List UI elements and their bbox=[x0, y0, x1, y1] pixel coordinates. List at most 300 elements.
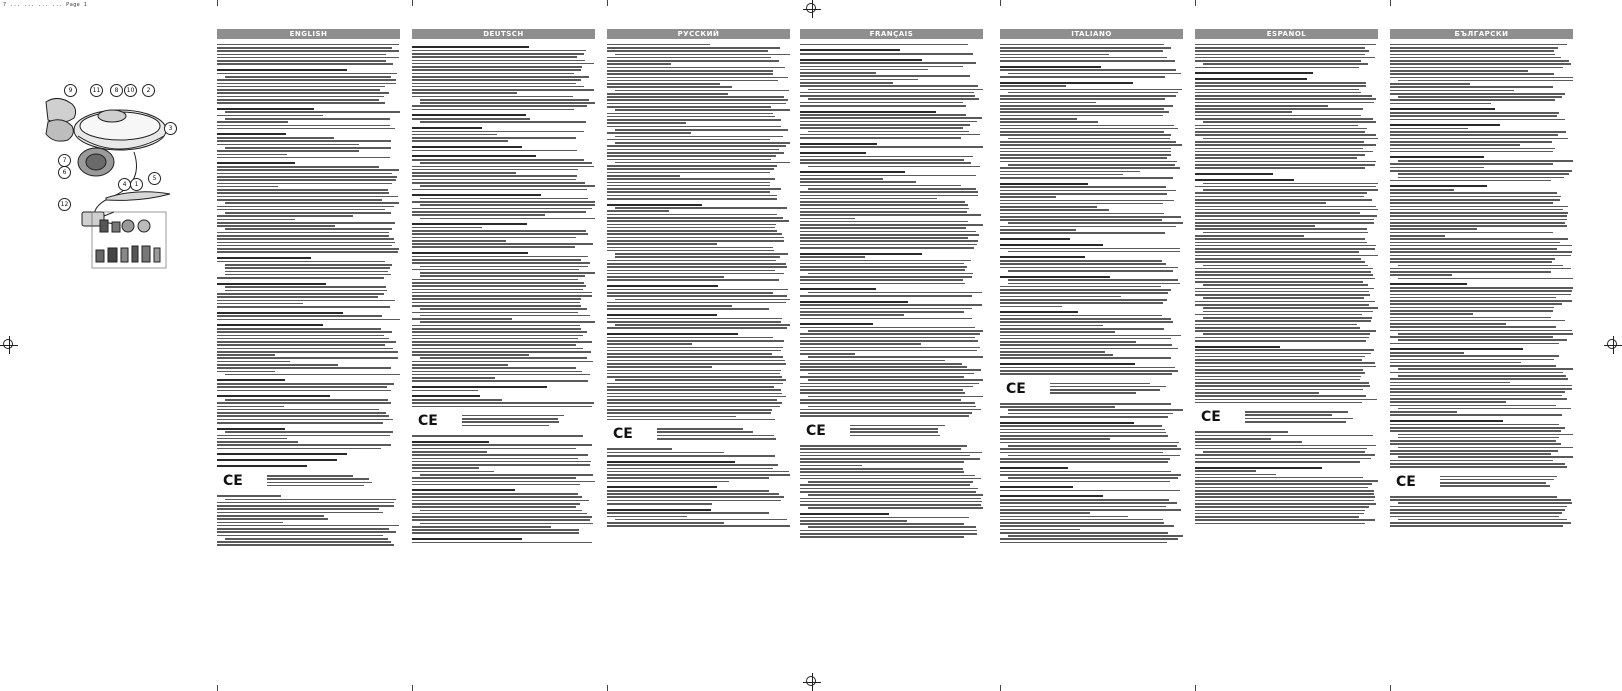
text-line bbox=[607, 402, 782, 404]
text-line bbox=[1203, 297, 1364, 299]
text-line bbox=[607, 250, 774, 252]
text-line bbox=[217, 125, 390, 127]
text-line bbox=[1390, 463, 1565, 465]
text-line bbox=[217, 245, 392, 247]
text-line bbox=[607, 522, 724, 524]
text-line bbox=[1245, 414, 1332, 416]
text-line bbox=[800, 152, 866, 154]
text-line bbox=[1390, 73, 1554, 75]
text-line bbox=[1195, 105, 1328, 107]
text-line bbox=[800, 311, 964, 313]
text-line bbox=[217, 235, 389, 237]
text-line bbox=[615, 54, 790, 56]
language-header-bulgarian: БЪЛГАРСКИ bbox=[1390, 29, 1573, 39]
text-line bbox=[1000, 238, 1070, 240]
column-italiano bbox=[1000, 29, 1183, 669]
text-line bbox=[217, 73, 397, 75]
text-line bbox=[1000, 263, 1166, 265]
text-line bbox=[1000, 474, 1181, 476]
crop-tick bbox=[217, 0, 218, 6]
text-line bbox=[1195, 523, 1365, 525]
text-line bbox=[412, 194, 541, 196]
text-line bbox=[412, 134, 497, 136]
text-line bbox=[1195, 144, 1376, 146]
text-line bbox=[800, 185, 961, 187]
text-line bbox=[808, 89, 983, 91]
text-line bbox=[217, 57, 399, 59]
text-line bbox=[800, 343, 921, 345]
text-line bbox=[412, 285, 586, 287]
text-line bbox=[1398, 333, 1573, 335]
text-line bbox=[217, 331, 392, 333]
text-line bbox=[800, 181, 916, 183]
text-line bbox=[800, 134, 980, 136]
text-line bbox=[412, 166, 594, 168]
text-line bbox=[607, 343, 692, 345]
text-line bbox=[800, 363, 962, 365]
text-line bbox=[1195, 503, 1376, 505]
text-line bbox=[217, 154, 287, 156]
text-line bbox=[1203, 451, 1365, 453]
text-line bbox=[217, 176, 397, 178]
text-line bbox=[607, 139, 770, 141]
text-line bbox=[800, 314, 904, 316]
text-line bbox=[607, 273, 784, 275]
text-line bbox=[412, 361, 593, 363]
text-line bbox=[412, 526, 551, 528]
text-line bbox=[412, 395, 480, 397]
text-line bbox=[217, 415, 389, 417]
text-line bbox=[800, 211, 967, 213]
text-line bbox=[420, 218, 595, 220]
text-line bbox=[1000, 442, 1179, 444]
text-line bbox=[1195, 85, 1366, 87]
text-line bbox=[1245, 411, 1348, 413]
text-line bbox=[217, 296, 378, 298]
text-line bbox=[607, 350, 781, 352]
text-line bbox=[1390, 215, 1567, 217]
text-line bbox=[1000, 519, 1163, 521]
text-line bbox=[800, 263, 964, 265]
callout-12: 12 bbox=[58, 198, 71, 211]
text-line bbox=[1390, 60, 1569, 62]
text-line bbox=[1195, 304, 1369, 306]
text-line bbox=[800, 127, 963, 129]
text-line bbox=[1195, 118, 1373, 120]
text-line bbox=[225, 228, 392, 230]
text-line bbox=[1390, 57, 1561, 59]
text-line bbox=[217, 150, 359, 152]
column-english bbox=[217, 29, 400, 669]
callout-6: 6 bbox=[58, 166, 71, 179]
text-line bbox=[217, 79, 396, 81]
text-line bbox=[1000, 335, 1181, 337]
text-line bbox=[217, 528, 389, 530]
text-line bbox=[1390, 225, 1567, 227]
text-line bbox=[1390, 271, 1551, 273]
text-line bbox=[217, 438, 287, 440]
text-line bbox=[607, 80, 778, 82]
text-line bbox=[800, 530, 977, 532]
text-line bbox=[800, 156, 973, 158]
text-line bbox=[412, 496, 582, 498]
text-line bbox=[1195, 281, 1363, 283]
text-line bbox=[1195, 359, 1362, 361]
text-line bbox=[800, 276, 972, 278]
text-line bbox=[412, 46, 529, 48]
callout-5: 5 bbox=[148, 172, 161, 185]
text-line bbox=[225, 202, 399, 204]
text-line bbox=[1000, 351, 1105, 353]
text-line bbox=[607, 67, 785, 69]
text-line bbox=[1000, 435, 1168, 437]
crop-tick bbox=[1195, 685, 1196, 691]
text-line bbox=[800, 208, 969, 210]
text-line bbox=[1000, 256, 1085, 258]
text-line bbox=[217, 60, 386, 62]
text-line bbox=[1390, 294, 1571, 296]
text-line bbox=[1390, 199, 1560, 201]
text-line bbox=[1195, 235, 1304, 237]
text-line bbox=[1195, 186, 1376, 188]
text-line bbox=[607, 44, 710, 46]
text-line bbox=[1390, 206, 1568, 208]
text-line bbox=[1390, 336, 1553, 338]
text-line bbox=[412, 493, 578, 495]
text-line bbox=[800, 102, 963, 104]
text-line bbox=[462, 415, 564, 417]
text-line bbox=[607, 318, 782, 320]
text-line bbox=[412, 348, 583, 350]
text-line bbox=[412, 279, 578, 281]
text-line bbox=[1000, 367, 1175, 369]
text-line bbox=[217, 50, 399, 52]
text-line bbox=[217, 419, 393, 421]
text-line bbox=[1390, 103, 1491, 105]
text-line bbox=[607, 452, 724, 454]
text-line bbox=[412, 53, 584, 55]
text-line bbox=[420, 474, 593, 476]
text-line bbox=[1000, 76, 1165, 78]
text-line bbox=[267, 475, 353, 477]
text-line bbox=[800, 415, 969, 417]
text-line bbox=[1000, 495, 1103, 497]
text-line bbox=[217, 133, 286, 135]
text-line bbox=[800, 59, 922, 61]
text-line bbox=[217, 338, 389, 340]
text-line bbox=[850, 428, 938, 430]
text-line bbox=[808, 292, 982, 294]
text-line bbox=[225, 374, 400, 376]
callout-8: 8 bbox=[110, 84, 123, 97]
text-line bbox=[412, 344, 576, 346]
text-line bbox=[1195, 438, 1271, 440]
text-line bbox=[412, 118, 530, 120]
text-line bbox=[1203, 183, 1378, 185]
text-line bbox=[800, 143, 877, 145]
text-line bbox=[1195, 389, 1363, 391]
text-line bbox=[1195, 454, 1375, 456]
text-line bbox=[800, 461, 964, 463]
text-line bbox=[412, 367, 576, 369]
text-line bbox=[800, 85, 978, 87]
text-line bbox=[1000, 338, 1171, 340]
text-line bbox=[420, 162, 592, 164]
text-line bbox=[420, 321, 595, 323]
text-line bbox=[412, 60, 585, 62]
text-line bbox=[412, 464, 590, 466]
text-line bbox=[1008, 251, 1180, 253]
text-line bbox=[1000, 203, 1163, 205]
text-line bbox=[1000, 289, 1171, 291]
text-line bbox=[607, 165, 777, 167]
text-line bbox=[607, 93, 728, 95]
text-line bbox=[1000, 403, 1171, 405]
text-line bbox=[412, 233, 588, 235]
text-line bbox=[800, 72, 876, 74]
text-line bbox=[800, 227, 966, 229]
text-line bbox=[1000, 151, 1171, 153]
text-line bbox=[1390, 192, 1557, 194]
ce-mark: CE bbox=[613, 426, 633, 443]
text-line bbox=[800, 53, 973, 55]
text-line bbox=[1390, 86, 1553, 88]
text-line bbox=[217, 315, 382, 317]
text-line bbox=[1000, 467, 1068, 469]
text-line bbox=[1390, 144, 1520, 146]
text-line bbox=[1390, 151, 1553, 153]
text-line bbox=[1390, 196, 1561, 198]
text-line bbox=[412, 240, 506, 242]
text-line bbox=[1390, 440, 1556, 442]
text-line bbox=[1195, 242, 1367, 244]
text-line bbox=[1000, 354, 1113, 356]
text-line bbox=[808, 396, 983, 398]
text-line bbox=[607, 155, 776, 157]
crop-tick bbox=[1000, 0, 1001, 6]
text-line bbox=[1000, 226, 1176, 228]
text-line bbox=[412, 448, 576, 450]
text-line bbox=[800, 244, 977, 246]
text-line bbox=[1000, 286, 1161, 288]
text-line bbox=[412, 289, 583, 291]
text-line bbox=[1000, 105, 1173, 107]
text-line bbox=[412, 538, 522, 540]
registration-mark-top bbox=[803, 0, 821, 18]
text-line bbox=[1203, 307, 1378, 309]
text-line bbox=[1000, 538, 1178, 540]
text-line bbox=[1390, 170, 1572, 172]
text-line bbox=[217, 515, 324, 517]
text-line bbox=[217, 300, 395, 302]
text-line bbox=[607, 448, 672, 450]
text-line bbox=[217, 225, 335, 227]
text-line bbox=[1203, 284, 1368, 286]
text-line bbox=[217, 69, 347, 71]
column-russian bbox=[607, 29, 790, 669]
text-line bbox=[607, 356, 783, 358]
text-line bbox=[420, 308, 587, 310]
text-line bbox=[800, 191, 978, 193]
text-line bbox=[800, 175, 976, 177]
column-francais bbox=[800, 29, 983, 669]
text-line bbox=[607, 159, 771, 161]
text-line bbox=[800, 269, 965, 271]
text-line bbox=[1195, 320, 1371, 322]
text-line bbox=[1390, 128, 1468, 130]
text-line bbox=[800, 471, 964, 473]
text-line bbox=[412, 471, 494, 473]
registration-mark-bottom bbox=[803, 673, 821, 691]
text-line bbox=[1000, 542, 1167, 544]
text-line bbox=[1000, 95, 1176, 97]
text-line bbox=[412, 208, 592, 210]
text-line bbox=[607, 195, 777, 197]
text-line bbox=[800, 247, 974, 249]
text-line bbox=[217, 157, 390, 159]
crop-tick bbox=[1000, 685, 1001, 691]
text-line bbox=[800, 224, 983, 226]
text-line bbox=[1000, 193, 1167, 195]
text-line bbox=[412, 246, 575, 248]
text-line bbox=[1390, 219, 1567, 221]
text-line bbox=[615, 379, 786, 381]
text-line bbox=[1390, 83, 1470, 85]
text-line bbox=[1008, 409, 1183, 411]
text-line bbox=[1195, 382, 1369, 384]
column-body-text bbox=[607, 39, 790, 667]
text-line bbox=[1195, 458, 1371, 460]
text-line bbox=[1398, 80, 1573, 82]
text-line bbox=[225, 271, 388, 273]
text-line bbox=[800, 448, 961, 450]
text-line bbox=[800, 178, 883, 180]
text-line bbox=[412, 269, 579, 271]
text-line bbox=[412, 380, 588, 382]
column-body-text bbox=[217, 39, 400, 667]
text-line bbox=[1000, 363, 1135, 365]
text-line bbox=[800, 366, 967, 368]
text-line bbox=[808, 373, 974, 375]
text-line bbox=[1000, 167, 1180, 169]
text-line bbox=[1195, 72, 1313, 74]
text-line bbox=[1000, 276, 1110, 278]
text-line bbox=[607, 490, 769, 492]
text-line bbox=[1390, 427, 1565, 429]
text-line bbox=[217, 144, 359, 146]
text-line bbox=[607, 340, 784, 342]
text-line bbox=[1390, 372, 1563, 374]
text-line bbox=[1000, 57, 1167, 59]
text-line bbox=[1195, 274, 1373, 276]
text-line bbox=[217, 199, 382, 201]
text-line bbox=[1390, 297, 1556, 299]
text-line bbox=[607, 103, 786, 105]
text-line bbox=[1440, 482, 1546, 484]
ce-mark-block bbox=[1390, 472, 1573, 494]
text-line bbox=[1390, 453, 1551, 455]
text-line bbox=[412, 169, 578, 171]
text-line bbox=[1195, 228, 1367, 230]
text-line bbox=[800, 171, 905, 173]
text-line bbox=[420, 315, 590, 317]
text-line bbox=[412, 230, 586, 232]
text-line bbox=[800, 327, 975, 329]
text-line bbox=[800, 162, 971, 164]
text-line bbox=[800, 253, 922, 255]
text-line bbox=[412, 335, 583, 337]
text-line bbox=[607, 63, 671, 65]
text-line bbox=[420, 185, 595, 187]
text-line bbox=[800, 66, 963, 68]
text-line bbox=[607, 503, 712, 505]
text-line bbox=[800, 198, 937, 200]
text-line bbox=[412, 56, 577, 58]
text-line bbox=[412, 83, 576, 85]
text-line bbox=[607, 99, 788, 101]
text-line bbox=[1390, 163, 1553, 165]
text-line bbox=[1195, 111, 1292, 113]
text-line bbox=[800, 240, 978, 242]
text-line bbox=[217, 531, 396, 533]
ce-mark: CE bbox=[806, 423, 826, 439]
text-line bbox=[1000, 357, 1171, 359]
text-line bbox=[1000, 499, 1169, 501]
text-line bbox=[217, 395, 330, 397]
text-line bbox=[1203, 63, 1368, 65]
text-line bbox=[412, 341, 592, 343]
ce-mark-block bbox=[217, 471, 400, 493]
text-line bbox=[412, 92, 517, 94]
ce-mark: CE bbox=[1201, 409, 1221, 426]
text-line bbox=[217, 344, 385, 346]
text-line bbox=[1000, 311, 1078, 313]
text-line bbox=[615, 109, 790, 111]
text-line bbox=[217, 465, 307, 467]
text-line bbox=[412, 79, 581, 81]
text-line bbox=[1390, 138, 1568, 140]
text-line bbox=[1195, 506, 1369, 508]
text-line bbox=[412, 189, 587, 191]
text-line bbox=[615, 207, 787, 209]
text-line bbox=[1195, 346, 1280, 348]
text-line bbox=[217, 47, 392, 49]
text-line bbox=[1195, 215, 1377, 217]
text-line bbox=[217, 435, 390, 437]
text-line bbox=[607, 302, 786, 304]
text-line bbox=[1390, 67, 1563, 69]
text-line bbox=[607, 191, 770, 193]
text-line bbox=[800, 79, 918, 81]
text-line bbox=[800, 536, 964, 538]
text-line bbox=[1398, 265, 1563, 267]
text-line bbox=[1195, 490, 1374, 492]
text-line bbox=[1390, 209, 1563, 211]
text-line bbox=[217, 502, 394, 504]
text-line bbox=[800, 124, 970, 126]
text-line bbox=[1195, 356, 1365, 358]
text-line bbox=[1000, 171, 1140, 173]
text-line bbox=[607, 132, 691, 134]
text-line bbox=[1195, 196, 1364, 198]
text-line bbox=[1195, 154, 1365, 156]
text-line bbox=[412, 489, 515, 491]
text-line bbox=[1195, 399, 1377, 401]
text-line bbox=[412, 150, 577, 152]
text-line bbox=[1000, 486, 1073, 488]
text-line bbox=[217, 402, 391, 404]
text-line bbox=[607, 308, 769, 310]
